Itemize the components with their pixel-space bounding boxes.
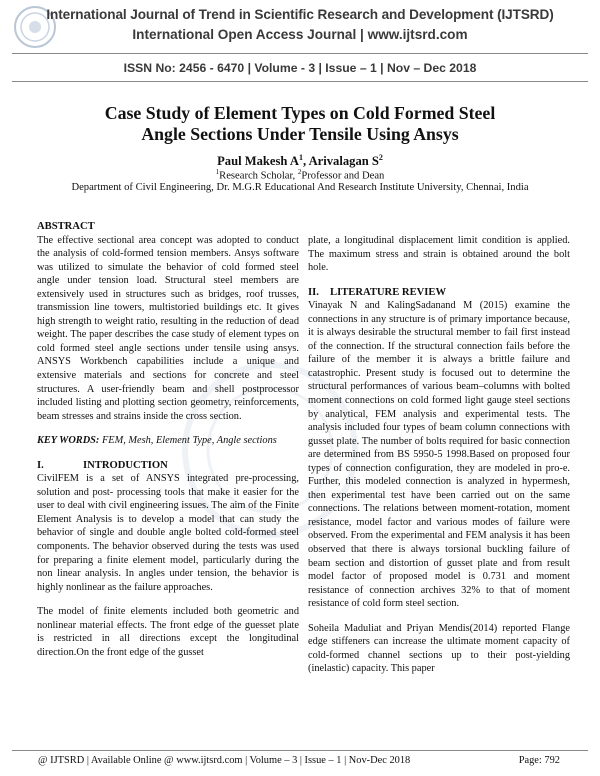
footer-left: @ IJTSRD | Available Online @ www.ijtsrd.com | Volume – 3 | Issue – 1 | Nov-Dec 2018 — [38, 755, 411, 766]
author-1: Paul Makesh A — [217, 154, 299, 169]
lit-paragraph-1: Vinayak N and KalingSadanand M (2015) examine the connections in any structure is of primary importance because, it is always desirable the structural member to fail first instead of the connection. If the structural connection fails before the failure of the member it is always a brittle failure and catastrophic. Present study is focused out to determine the structural performances of various beam–columns with bolted moment connections on cold formed light gauge steel sections by analytical, FEM analysis and experimental tests. The analysis included four types of beam column connections with gusset plate. The number of bolts required for basic connection are determined from BS 5950-5 1998.Based on proposed four types of connection configuration, they are modeled in pro-e. Further, this modeled connection is analyzed in hypermesh, then experimental test have been carried out on the same connections. The relations between moment-rotation, moment resistance, model factor and various modes of failure were observed. From the experimental and FEM analysis it has been observed that there is always torsional buckling failure of beam section and distortion of gusset plate and from result model factor of proposed model is 0.731 and moment resistance of connection archives 32% to that of moment resistance of cold form steel section. — [308, 300, 570, 610]
paper-title-line1: Case Study of Element Types on Cold Formed Steel — [104, 103, 496, 123]
intro-paragraph-1: CivilFEM is a set of ANSYS integrated pre-processing, solution and post- processing tools that make it easier for the user to deal with civil engineering issues. The aim of the Finite Element Analysis is to develop a model that can study the behavior of single and double angle bolted cold-formed steel components. The behavior observed during the tests was used for preparing a finite element model, particularly during the non linear analysis. In angles under tension, the behavior is highly nonlinear as the failure approaches. — [37, 473, 299, 593]
abstract-heading: ABSTRACT — [37, 221, 95, 232]
header-rule-bottom — [12, 81, 588, 82]
department: Department of Civil Engineering, Dr. M.G.R Educational And Research Institute University, Chennai, India — [71, 182, 529, 193]
keywords — [37, 434, 299, 448]
issn-line: ISSN No: 2456 - 6470 | Volume - 3 | Issue – 1 | Nov – Dec 2018 — [123, 61, 477, 75]
intro-heading-text: INTRODUCTION — [83, 459, 168, 471]
keywords-label: KEY WORDS: — [37, 435, 100, 447]
lit-paragraph-2: Soheila Maduliat and Priyan Mendis(2014) reported Flange edge stiffeners can increase the ultimate moment capacity of cold-formed channel sections up to their post-yielding (inelastic) capacity. This paper — [308, 622, 570, 675]
role-1: Research Scholar, — [219, 170, 298, 182]
role-2-sup: 2 — [297, 168, 302, 176]
role-2: Professor and Dean — [301, 170, 385, 182]
footer-rule — [12, 750, 588, 751]
abstract-text: The effective sectional area concept was adopted to conduct the analysis of cold-formed tension members. Ansys software was utilized to simulate the behavior of cold formed steel angle under tension load. Structural steel members are extensively used in structures such as bridges, roof trusses, transmission line towers, multistoried buildings etc. It gives high strength to weight ratio, resulting in the reduction of dead weight. The paper describes the case study of element types on cold formed steel angle sections under tensile using ansys. ANSYS Workbench capabilities include a unique and extensive materials and sections for concrete and steel structures. A user-friendly beam and shell postprocessor included listing and plotting section geometry, reinforcements, beam stresses and strains inside the cross section. — [37, 234, 299, 422]
right-column — [308, 234, 570, 676]
journal-title: International Journal of Trend in Scientific Research and Development (IJTSRD) — [46, 7, 554, 22]
author-separator: , — [302, 154, 309, 169]
author-2-sup: 2 — [378, 153, 383, 162]
keywords-text: FEM, Mesh, Element Type, Angle sections — [99, 435, 277, 447]
intro-heading-num: I. — [37, 459, 44, 471]
authors — [0, 153, 600, 169]
author-2: Arivalagan S — [308, 154, 379, 169]
journal-subtitle: International Open Access Journal | www.ijtsrd.com — [132, 27, 468, 42]
lit-heading-num: II. — [308, 286, 319, 298]
role-1-sup: 1 — [215, 168, 220, 176]
continued-paragraph: plate, a longitudinal displacement limit condition is applied. The maximum stress and strain is obtained around the bolt hole. — [308, 235, 570, 274]
header-rule-top — [12, 53, 588, 54]
paper-title-line2: Angle Sections Under Tensile Using Ansys — [141, 124, 459, 144]
footer-page: Page: 792 — [518, 755, 560, 766]
lit-heading-text: LITERATURE REVIEW — [330, 286, 447, 298]
author-1-sup: 1 — [298, 153, 303, 162]
author-roles — [0, 168, 600, 182]
lit-heading — [308, 286, 570, 300]
left-column — [37, 220, 299, 659]
intro-paragraph-2: The model of finite elements included both geometric and nonlinear material effects. The front edge of the guesset plate is restricted in all directions except the longitudinal direction.On the front edge of the gusset — [37, 606, 299, 658]
intro-heading — [37, 459, 299, 473]
